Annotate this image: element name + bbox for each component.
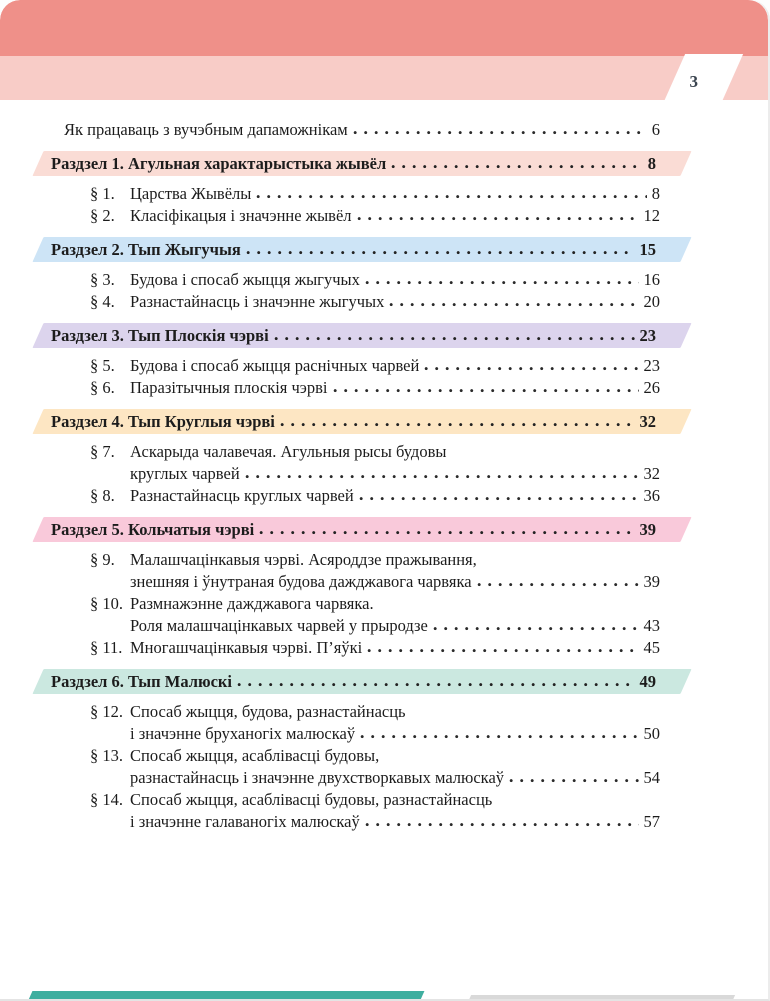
item-line [130,355,660,377]
item-line: Малашчацінкавыя чэрві. Асяроддзе пражывання, [130,550,477,569]
dot-leader [477,582,639,587]
dot-leader [280,422,635,427]
section-page: 49 [639,672,656,691]
toc-item[interactable] [90,377,660,399]
dot-leader [353,130,647,135]
section-title: Раздзел 3. Тып Плоскія чэрві [51,326,269,345]
dot-leader [365,280,639,285]
section-page: 32 [639,412,656,431]
section-heading[interactable] [38,151,686,176]
item-page: 12 [643,206,660,225]
dot-leader [391,164,643,169]
item-line [130,269,660,291]
toc-item[interactable] [90,637,660,659]
item-text: Паразітычныя плоскія чэрві [130,378,328,397]
toc-section [0,237,768,313]
item-number: § 10. [90,594,123,613]
item-line [130,811,660,833]
item-body [130,377,660,399]
item-number: § 13. [90,746,123,765]
header-band-dark [0,0,768,56]
toc-item[interactable] [90,269,660,291]
item-line [130,485,660,507]
item-number: § 3. [90,270,115,289]
item-page: 43 [643,616,660,635]
item-number: § 7. [90,442,115,461]
dot-leader [433,626,639,631]
item-text: разнастайнасць і значэнне двухстворкавых малюскаў [130,768,505,787]
section-page: 15 [639,240,656,259]
toc-item[interactable] [90,789,660,833]
item-page: 57 [643,812,660,831]
toc-item[interactable] [90,549,660,593]
section-page: 39 [639,520,656,539]
item-page: 16 [643,270,660,289]
item-body [130,441,660,485]
dot-leader [333,388,639,393]
section-page: 23 [639,326,656,345]
dot-leader [357,216,639,221]
item-number: § 5. [90,356,115,375]
item-body [130,269,660,291]
section-page: 8 [647,154,656,173]
dot-leader [424,366,638,371]
section-heading[interactable] [38,237,686,262]
toc-item[interactable] [90,291,660,313]
dot-leader [367,648,638,653]
toc-section [0,517,768,659]
item-number: § 11. [90,638,123,657]
item-line [130,723,660,745]
item-number: § 12. [90,702,123,721]
toc-item[interactable] [90,205,660,227]
dot-leader [359,496,639,501]
section-title: Раздзел 1. Агульная характарыстыка жывёл [51,154,387,173]
toc-item[interactable] [90,485,660,507]
section-title: Раздзел 4. Тып Круглыя чэрві [51,412,275,431]
toc-intro-label: Як працаваць з вучэбным дапаможнікам [64,120,348,139]
item-line: Спосаб жыцця, асаблівасці будовы, разнастайнасць [130,790,493,809]
item-body [130,291,660,313]
item-body [130,701,660,745]
item-number: § 14. [90,790,123,809]
item-line [130,183,660,205]
section-heading[interactable] [38,669,686,694]
item-line [130,615,660,637]
item-page: 8 [651,184,660,203]
item-text: Будова і спосаб жыцця жыгучых [130,270,360,289]
item-body [130,355,660,377]
item-text: Класіфікацыя і значэнне жывёл [130,206,352,225]
item-line [130,291,660,313]
dot-leader [365,822,639,827]
dot-leader [259,530,634,535]
toc-intro-page: 6 [651,120,660,139]
item-number: § 4. [90,292,115,311]
footer-teal-strip [28,991,425,1001]
item-body [130,745,660,789]
item-text: Разнастайнасць круглых чарвей [130,486,354,505]
item-line [130,637,660,659]
dot-leader [389,302,638,307]
toc-item[interactable] [90,183,660,205]
dot-leader [246,250,635,255]
item-number: § 8. [90,486,115,505]
toc-section [0,409,768,507]
item-number: § 9. [90,550,115,569]
item-body [130,637,660,659]
toc-section [0,323,768,399]
toc-intro-entry[interactable] [64,119,660,141]
item-line [130,767,660,789]
item-body [130,205,660,227]
dot-leader [274,336,635,341]
item-line [130,463,660,485]
item-line [130,205,660,227]
item-number: § 6. [90,378,115,397]
item-body [130,789,660,833]
dot-leader [360,734,638,739]
section-items [0,269,768,313]
header-band-light [0,56,768,100]
toc-item[interactable] [90,593,660,637]
item-text: Царства Жывёлы [130,184,252,203]
item-line: Аскарыда чалавечая. Агульныя рысы будовы [130,442,447,461]
item-page: 45 [643,638,660,657]
dot-leader [509,778,638,783]
item-line [130,377,660,399]
toc-item[interactable] [90,745,660,789]
section-items [0,549,768,659]
item-page: 23 [643,356,660,375]
item-text: Многашчацінкавыя чэрві. П’яўкі [130,638,363,657]
toc-section [0,151,768,227]
item-page: 54 [643,768,660,787]
dot-leader [237,682,635,687]
item-text: і значэнне галаваногіх малюскаў [130,812,360,831]
dot-leader [245,474,639,479]
section-title: Раздзел 2. Тып Жыгучыя [51,240,241,259]
item-page: 39 [643,572,660,591]
page-header [0,0,768,100]
item-page: 26 [643,378,660,397]
item-page: 32 [643,464,660,483]
footer-gray-strip [469,995,735,1000]
toc-item[interactable] [90,701,660,745]
item-body [130,183,660,205]
section-heading[interactable] [38,517,686,542]
item-line: Размнажэнне дажджавога чарвяка. [130,594,374,613]
item-body [130,593,660,637]
section-title: Раздзел 6. Тып Малюскі [51,672,232,691]
item-body [130,549,660,593]
item-page: 50 [643,724,660,743]
item-text: Будова і спосаб жыцця раснічных чарвей [130,356,420,375]
item-body [130,485,660,507]
section-heading[interactable] [38,323,686,348]
item-page: 20 [643,292,660,311]
toc-sections [0,151,768,833]
page-number: 3 [689,72,698,91]
section-items [0,441,768,507]
section-items [0,183,768,227]
item-text: Роля малашчацінкавых чарвей у прыродзе [130,616,428,635]
section-heading[interactable] [38,409,686,434]
toc-section [0,669,768,833]
item-line [130,571,660,593]
section-items [0,355,768,399]
item-text: Разнастайнасць і значэнне жыгучых [130,292,385,311]
section-items [0,701,768,833]
item-page: 36 [643,486,660,505]
item-line: Спосаб жыцця, асаблівасці будовы, [130,746,380,765]
item-text: і значэнне бруханогіх малюскаў [130,724,356,743]
item-number: § 2. [90,206,115,225]
toc-item[interactable] [90,441,660,485]
item-number: § 1. [90,184,115,203]
item-line: Спосаб жыцця, будова, разнастайнасць [130,702,406,721]
toc-item[interactable] [90,355,660,377]
item-text: знешняя і ўнутраная будова дажджавога чарвяка [130,572,472,591]
item-text: круглых чарвей [130,464,240,483]
section-title: Раздзел 5. Кольчатыя чэрві [51,520,255,539]
dot-leader [256,194,646,199]
